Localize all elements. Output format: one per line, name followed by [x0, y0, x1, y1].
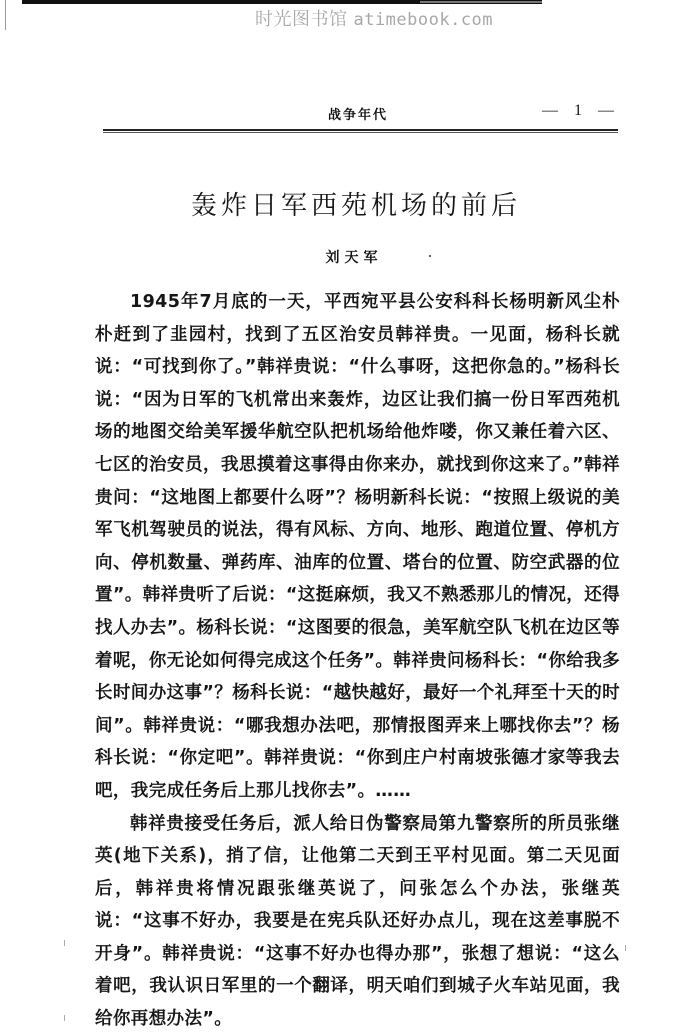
scan-top-border-tail: [420, 1, 542, 3]
watermark: [0, 5, 688, 31]
running-head: [100, 104, 620, 124]
paragraph: 1945年7月底的一天，平西宛平县公安科科长杨明新风尘朴朴赶到了韭园村，找到了五区治安员韩祥贵。一见面，杨科长就说：“可找到你了。”韩祥贵说：“什么事呀，这把你急的。”杨科长说：“因为日军的飞机常出来轰炸，边区让我们搞一份日军西苑机场的地图交给美军援华航空队把机场给他炸喽，你又兼任着六区、七区的治安员，我思摸着这事得由你来办，就找到你这来了。”韩祥贵问：“这地图上都要什么呀”？杨明新科长说：“按照上级说的美军飞机驾驶员的说法，得有风标、方向、地形、跑道位置、停机方向、停机数量、弹药库、油库的位置、塔台的位置、防空武器的位置”。韩祥贵听了后说：“这挺麻烦，我又不熟悉那儿的情况，还得找人办去”。杨科长说：“这图要的很急，美军航空队飞机在边区等着呢，你无论如何得完成这个任务”。韩祥贵问杨科长：“你给我多长时间办这事”？杨科长说：“越快越好，最好一个礼拜至十天的时间”。韩祥贵说：“哪我想办法吧，那情报图弄来上哪找你去”？杨科长说：“你定吧”。韩祥贵说：“你到庄户村南坡张德才家等我去吧，我完成任务后上那儿找你去”。……: [95, 292, 621, 801]
article-title: 轰炸日军西苑机场的前后: [190, 191, 521, 222]
scan-mark: [625, 945, 626, 951]
article-body: [95, 286, 620, 1036]
scan-speck: [429, 255, 431, 257]
watermark-site-name: 时光图书馆: [254, 9, 348, 30]
watermark-site-url: atimebook.com: [353, 10, 494, 30]
scan-mark: [64, 940, 65, 946]
header-rule: [103, 129, 618, 133]
section-title: 战争年代: [328, 108, 389, 123]
page-number: — 1 —: [542, 102, 620, 119]
paragraph: 韩祥贵接受任务后，派人给日伪警察局第九警察所的所员张继英(地下关系)，捎了信，让他第二天到王平村见面。第二天见面后，韩祥贵将情况跟张继英说了，问张怎么个办法，张继英说：“这事不好办，我要是在宪兵队还好办点儿，现在这差事脱不开身”。韩祥贵说：“这事不好办也得办那”，张想了想说：“这么着吧，我认识日军里的一个翻译，明天咱们到城子火车站见面，我给你再想办法”。: [95, 813, 620, 1030]
article-author: 刘天军: [325, 250, 383, 266]
scan-mark: [64, 1015, 65, 1021]
